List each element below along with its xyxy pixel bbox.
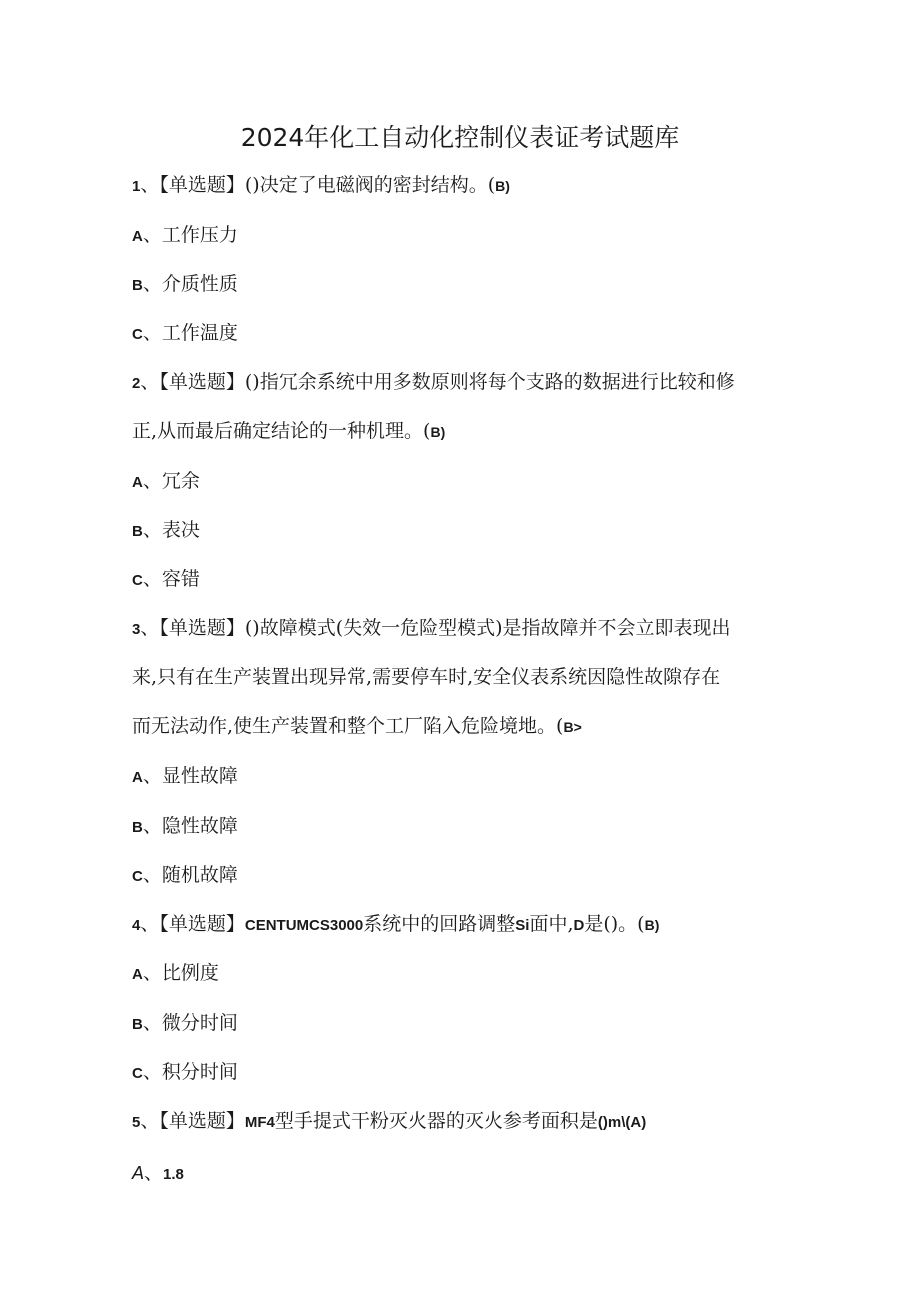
question-type-tag: 【单选题】: [159, 371, 245, 393]
document-title: 2024年化工自动化控制仪表证考试题库: [240, 123, 680, 152]
question-type-tag: 【单选题】: [159, 174, 245, 196]
question-text: 而无法动作,使生产装置和整个工厂陷入危险境地。(: [132, 715, 564, 737]
question-3-continued-2: [132, 713, 582, 740]
question-answer: B): [495, 178, 510, 194]
question-answer: B): [644, 917, 660, 933]
question-type-tag: 【单选题】: [159, 1110, 245, 1132]
question-type-tag: 【单选题】: [159, 913, 245, 935]
question-type-tag: 【单选题】: [159, 617, 245, 639]
option-a: A、比例度: [132, 962, 219, 984]
option-c: C、随机故障: [132, 864, 238, 886]
question-number: 5: [132, 1114, 141, 1131]
question-2-continued: [132, 418, 445, 445]
option-a: A、1.8: [132, 1162, 184, 1184]
question-text: ()决定了电磁阀的密封结构。(: [244, 174, 496, 196]
question-text: 正,从而最后确定结论的一种机理。(: [132, 420, 431, 442]
question-number: 3: [132, 621, 141, 638]
question-1: 1、【单选题】()决定了电磁阀的密封结构。(B): [132, 174, 510, 196]
question-text: ()故障模式(失效一危险型模式)是指故障并不会立即表现出: [244, 617, 731, 639]
option-c: C、工作温度: [132, 322, 238, 344]
option-a: A、工作压力: [132, 224, 238, 246]
question-number: 2: [132, 375, 141, 392]
question-answer: B>: [563, 719, 582, 735]
option-b: B、表决: [132, 519, 200, 541]
option-c: C、容错: [132, 568, 200, 590]
option-a: A、显性故障: [132, 765, 238, 787]
option-b: B、微分时间: [132, 1012, 238, 1034]
question-text: ()指冗余系统中用多数原则将每个支路的数据进行比较和修: [244, 371, 735, 393]
question-answer: B): [430, 424, 446, 440]
option-a: A、冗余: [132, 470, 200, 492]
option-b: B、隐性故障: [132, 815, 238, 837]
question-number: 4: [132, 917, 141, 934]
question-3: 3、【单选题】()故障模式(失效一危险型模式)是指故障并不会立即表现出: [132, 617, 731, 639]
option-c: C、积分时间: [132, 1061, 238, 1083]
question-2: 2、【单选题】()指冗余系统中用多数原则将每个支路的数据进行比较和修: [132, 371, 735, 393]
option-b: B、介质性质: [132, 273, 238, 295]
question-3-continued: [132, 664, 720, 690]
question-text: 来,只有在生产装置出现异常,需要停车时,安全仪表系统因隐性故隙存在: [132, 666, 721, 688]
question-5: 5、【单选题】MF4型手提式干粉灭火器的灭火参考面积是()m\(A): [132, 1110, 647, 1132]
question-number: 1: [132, 178, 141, 195]
question-4: 4、【单选题】CENTUMCS3000系统中的回路调整Si面中,D是()。(B): [132, 913, 660, 935]
